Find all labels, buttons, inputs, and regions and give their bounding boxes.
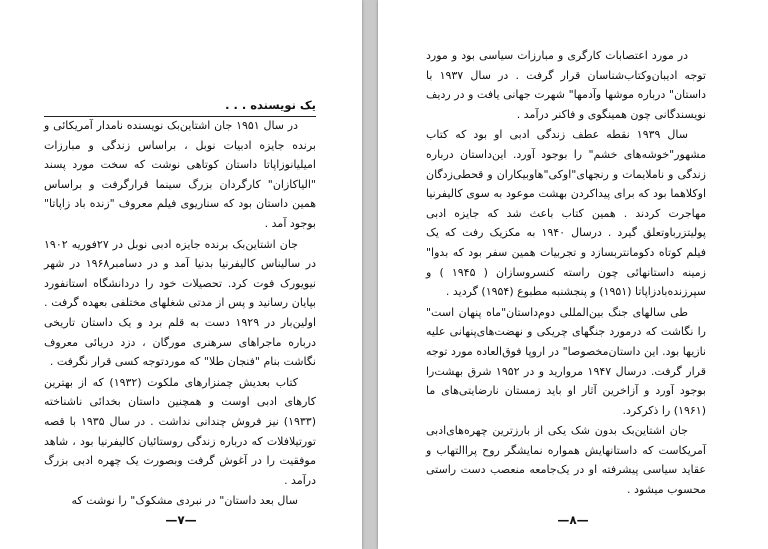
paragraph: جان اشتاین‌بک برنده جایزه ادبی نوبل در ۲۷فوریه ۱۹۰۲ در سالیناس کالیفرنیا بدنیا آمد و در دسامبر۱۹۶۸ در شهر نیویورک فوت کرد. تحصیلات خود را دردانشگاه استانفورد بپایان رسانید و پس از مدتی شغلهای مختلفی بعهده گرفت . اولین‌بار در ۱۹۲۹ دست به قلم برد و یک داستان تاریخی درباره ماجراهای سرهنری مورگان ، دزد دریائی معروف نگاشت بنام "فنجان طلا" که موردتوجه کسی قرار نگرفت . bbox=[44, 237, 317, 369]
paragraph: کتاب بعدیش چمنزارهای ملکوت (۱۹۳۲) که از بهترین کارهای ادبی اوست و همچنین داستان بخدائی ناشناخته (۱۹۳۳) نیز فروش چندانی نداشت . در سال ۱۹۳۵ با قصه تورتیلافلات که درباره زندگی روستائیان کالیفرنیا بود ، شاهد موفقیت را در آغوش گرفت وبصورت یک چهره ادبی بزرگ درآمد . bbox=[44, 375, 316, 487]
page-number: —۷— bbox=[165, 513, 197, 527]
paragraph: طی سالهای جنگ بین‌المللی دوم‌داستان"ماه پنهان است" را نگاشت که درمورد جنگهای چریکی و نهضت‌های‌پنهانی علیه نازیها بود. این داستان‌مخصوصا" در اروپا فوق‌العاده مورد توجه قرار گرفت. درسال ۱۹۴۷ مروارید و در ۱۹۵۲ شرق بهشت‌را بوجود آورد و آزاخرین آثار او باید زمستان نارضایتی‌های ما (۱۹۶۱) را ذکرکرد. bbox=[426, 305, 706, 417]
right-page-text bbox=[426, 46, 706, 500]
left-page bbox=[0, 0, 362, 549]
paragraph: در مورد اعتصابات کارگری و مبارزات سیاسی بود و مورد توجه ادیبان‌وکتاب‌شناسان قرار گرفت . در سال ۱۹۳۷ با داستان" درباره موشها وآدمها" شهرت جهانی یافت و در ردیف نویسندگانی چون همینگوی و فاکنر درآمد . bbox=[426, 49, 706, 121]
paragraph: جان اشتاین‌بک بدون شک یکی از بارزترین چهره‌های‌ادبی آمریکاست که داستانهایش همواره نمایشگر روح پراالتهاب و عقاید سیاسی پیشرفته او در یک‌جامعه منعصب دست راستی محسوب میشود . bbox=[426, 424, 706, 497]
section-title: یک نویسنده . . . bbox=[225, 98, 316, 112]
paragraph: سال ۱۹۳۹ نقطه عطف زندگی ادبی او بود که کتاب مشهور"خوشه‌های خشم" را بوجود آورد. این‌داستان درباره زندگی و ناملایمات و رنجهای"اوکی"هاوبیکاران و قحطی‌زدگان اوکلاهما بود که برای پیداکردن بهشت موعود به سوی کالیفرنیا مهاجرت کردند . همین کتاب باعث شد که جایزه ادبی پولیتزربا‌وتعلق گیرد . درسال ۱۹۴۰ به مکزیک رفت که یک فیلم کوتاه دکومانتربسازد و تجربیات همین سفر بود که بدوا" زمینه داستانهائی چون راسته کنسروسازان ( ۱۹۴۵ ) و سپرزنده‌بادزاپاتا (۱۹۵۱) و پنجشنبه مطبوع (۱۹۵۴) گردید . bbox=[426, 128, 706, 299]
paragraph: در سال ۱۹۵۱ جان اشتاین‌بک نویسنده نامدار آمریکائی و برنده جایزه ادبیات نوبل ، براساس زندگی و مبارزات امیلیانوزاپاتا داستان کوتاهی نوشت که سخت مورد پسند "الیاکازان" کارگردان بزرگ سینما قرارگرفت و براساس همین داستان بود که سناریوی فیلم معروف "زنده باد زاپاتا" بوجود آمد . bbox=[44, 119, 316, 230]
left-page-text bbox=[44, 116, 316, 511]
page-number: —۸— bbox=[557, 513, 589, 527]
paragraph: سال بعد داستان" در نبردی مشکوک" را نوشت که bbox=[71, 494, 298, 508]
right-page bbox=[378, 0, 768, 549]
